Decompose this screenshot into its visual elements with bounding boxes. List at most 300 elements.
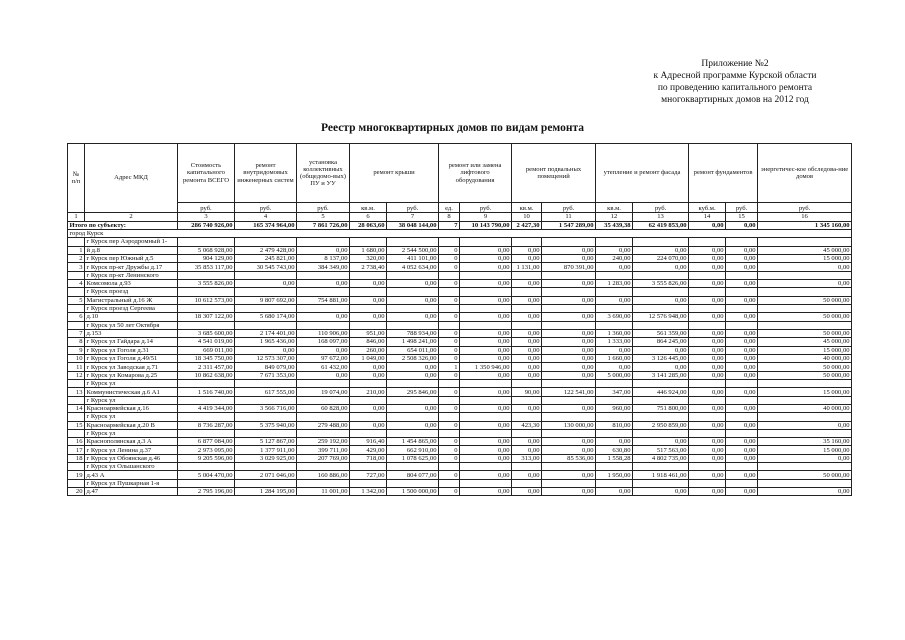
value-cell: 0,00: [387, 363, 439, 371]
total-cell: 165 374 964,00: [235, 222, 297, 230]
value-cell: [758, 288, 852, 296]
value-cell: [758, 238, 852, 246]
value-cell: 0,00: [542, 279, 596, 287]
value-cell: 0: [439, 279, 460, 287]
value-cell: 0: [439, 338, 460, 346]
row-number: 10: [68, 354, 85, 362]
value-cell: 0: [439, 296, 460, 304]
value-cell: 160 886,00: [297, 471, 350, 479]
value-cell: 864 245,00: [633, 338, 689, 346]
value-cell: [178, 271, 235, 279]
row-number: [68, 304, 85, 312]
value-cell: 10 612 573,00: [178, 296, 235, 304]
value-cell: 0: [439, 246, 460, 254]
value-cell: 0,00: [689, 263, 726, 271]
value-cell: 0,00: [542, 471, 596, 479]
value-cell: 1 283,00: [596, 279, 633, 287]
value-cell: [689, 413, 726, 421]
value-cell: 0,00: [542, 488, 596, 496]
value-cell: 1 350 946,00: [460, 363, 512, 371]
value-cell: [460, 479, 512, 487]
address-cell: Красноармейская д.20 В: [85, 421, 178, 429]
value-cell: 727,00: [350, 471, 387, 479]
value-cell: 0,00: [633, 363, 689, 371]
value-cell: [235, 413, 297, 421]
value-cell: 0: [439, 454, 460, 462]
value-cell: 0,00: [689, 338, 726, 346]
value-cell: 18 345 750,00: [178, 354, 235, 362]
value-cell: 399 711,00: [297, 446, 350, 454]
value-cell: 0,00: [350, 363, 387, 371]
value-cell: 1 500 000,00: [387, 488, 439, 496]
value-cell: [350, 304, 387, 312]
value-cell: 50 000,00: [758, 471, 852, 479]
table-row: [68, 313, 852, 321]
value-cell: [689, 271, 726, 279]
value-cell: [387, 479, 439, 487]
value-cell: 654 011,00: [387, 346, 439, 354]
value-cell: [178, 429, 235, 437]
unit: руб.: [460, 203, 512, 213]
value-cell: [350, 238, 387, 246]
value-cell: 2 950 859,00: [633, 421, 689, 429]
value-cell: [512, 288, 542, 296]
value-cell: [512, 238, 542, 246]
value-cell: 0: [439, 313, 460, 321]
value-cell: [439, 238, 460, 246]
table-row: [68, 479, 852, 487]
row-number: 2: [68, 255, 85, 263]
value-cell: 810,00: [596, 421, 633, 429]
value-cell: 0,00: [460, 454, 512, 462]
value-cell: 0,00: [542, 296, 596, 304]
value-cell: 347,00: [596, 388, 633, 396]
value-cell: 1 680,00: [350, 246, 387, 254]
total-cell: 7 861 726,00: [297, 222, 350, 230]
value-cell: 0,00: [460, 346, 512, 354]
value-cell: [726, 396, 758, 404]
table-row: [68, 271, 852, 279]
value-cell: 0,00: [512, 488, 542, 496]
header-row: [68, 144, 852, 203]
address-cell: г Курск ул Гайдара д.14: [85, 338, 178, 346]
value-cell: 0,00: [350, 404, 387, 412]
col-header-engineering: ремонт внутридомовых инженерных систем: [235, 144, 297, 203]
value-cell: 313,00: [512, 454, 542, 462]
value-cell: 50 000,00: [758, 296, 852, 304]
value-cell: [596, 479, 633, 487]
value-cell: [596, 321, 633, 329]
appendix-header: [600, 58, 870, 106]
value-cell: [726, 321, 758, 329]
value-cell: 0,00: [726, 338, 758, 346]
total-cell: 1 345 160,00: [758, 222, 852, 230]
table-row: [68, 338, 852, 346]
value-cell: 1 660,00: [596, 354, 633, 362]
value-cell: [542, 238, 596, 246]
table-row: [68, 371, 852, 379]
value-cell: [297, 304, 350, 312]
value-cell: 0,00: [387, 371, 439, 379]
address-cell: г Курск пер Южный д.5: [85, 255, 178, 263]
value-cell: [460, 429, 512, 437]
value-cell: 1 950,00: [596, 471, 633, 479]
value-cell: 951,00: [350, 329, 387, 337]
value-cell: [178, 304, 235, 312]
address-cell: г Курск ул Гоголя д.49/51: [85, 354, 178, 362]
value-cell: 0,00: [512, 296, 542, 304]
value-cell: [689, 321, 726, 329]
value-cell: [460, 380, 512, 388]
value-cell: 0,00: [387, 404, 439, 412]
col-number: 1: [68, 213, 85, 222]
value-cell: 0,00: [689, 363, 726, 371]
value-cell: 3 126 445,00: [633, 354, 689, 362]
value-cell: [633, 321, 689, 329]
table-row: [68, 421, 852, 429]
value-cell: 0,00: [758, 488, 852, 496]
row-number: 1: [68, 246, 85, 254]
value-cell: [235, 321, 297, 329]
value-cell: [633, 304, 689, 312]
value-cell: 3 555 826,00: [178, 279, 235, 287]
value-cell: 1 342,00: [350, 488, 387, 496]
value-cell: [758, 396, 852, 404]
value-cell: [726, 271, 758, 279]
value-cell: 429,00: [350, 446, 387, 454]
value-cell: 0,00: [726, 255, 758, 263]
value-cell: 0,00: [387, 279, 439, 287]
value-cell: [512, 321, 542, 329]
col-header-meters: установка коллективных (общедомо-вых) ПУ и УУ: [297, 144, 350, 203]
value-cell: 446 924,00: [633, 388, 689, 396]
value-cell: 0,00: [633, 246, 689, 254]
value-cell: [512, 413, 542, 421]
value-cell: 788 934,00: [387, 329, 439, 337]
value-cell: 0,00: [350, 279, 387, 287]
unit: ед.: [439, 203, 460, 213]
row-number: 17: [68, 446, 85, 454]
value-cell: 0,00: [387, 296, 439, 304]
value-cell: 12 573 307,00: [235, 354, 297, 362]
value-cell: [633, 271, 689, 279]
value-cell: 0,00: [512, 446, 542, 454]
unit: кв.м.: [512, 203, 542, 213]
value-cell: [542, 380, 596, 388]
value-cell: [689, 429, 726, 437]
value-cell: [297, 271, 350, 279]
value-cell: 870 391,00: [542, 263, 596, 271]
value-cell: 0,00: [596, 363, 633, 371]
table-row: [68, 354, 852, 362]
value-cell: 3 141 285,00: [633, 371, 689, 379]
value-cell: [596, 271, 633, 279]
value-cell: [387, 238, 439, 246]
value-cell: 0,00: [689, 471, 726, 479]
row-number: [68, 271, 85, 279]
value-cell: 0,00: [235, 279, 297, 287]
value-cell: 0,00: [689, 404, 726, 412]
value-cell: 1 049,00: [350, 354, 387, 362]
value-cell: [387, 271, 439, 279]
value-cell: 0: [439, 371, 460, 379]
value-cell: [297, 413, 350, 421]
col-header-num: № п/п: [68, 144, 85, 213]
value-cell: 0: [439, 488, 460, 496]
table-row: [68, 279, 852, 287]
value-cell: 4 419 344,00: [178, 404, 235, 412]
row-number: [68, 396, 85, 404]
unit: руб.: [726, 203, 758, 213]
col-header-basement: ремонт подвальных помещений: [512, 144, 596, 203]
value-cell: 849 079,00: [235, 363, 297, 371]
address-cell: Коммунистическая д.6 А1: [85, 388, 178, 396]
value-cell: [542, 271, 596, 279]
value-cell: [350, 429, 387, 437]
value-cell: 0,00: [689, 388, 726, 396]
value-cell: [460, 463, 512, 471]
col-number: 5: [297, 213, 350, 222]
value-cell: 5 375 940,00: [235, 421, 297, 429]
col-number: 9: [460, 213, 512, 222]
value-cell: 0,00: [726, 388, 758, 396]
value-cell: [387, 463, 439, 471]
value-cell: 0,00: [726, 363, 758, 371]
value-cell: 0,00: [297, 279, 350, 287]
value-cell: [633, 396, 689, 404]
row-number: 18: [68, 454, 85, 462]
value-cell: [387, 304, 439, 312]
value-cell: 0,00: [542, 313, 596, 321]
address-cell: й д.8: [85, 246, 178, 254]
address-cell: г Курск ул: [85, 380, 178, 388]
col-number: 3: [178, 213, 235, 222]
value-cell: 50 000,00: [758, 371, 852, 379]
value-cell: 423,30: [512, 421, 542, 429]
value-cell: 0,00: [726, 329, 758, 337]
value-cell: 754 881,00: [297, 296, 350, 304]
value-cell: 0,00: [460, 313, 512, 321]
value-cell: 9 205 596,00: [178, 454, 235, 462]
value-cell: 662 910,00: [387, 446, 439, 454]
value-cell: 0,00: [460, 488, 512, 496]
value-cell: 0,00: [460, 338, 512, 346]
header-line: к Адресной программе Курской области: [653, 71, 817, 81]
value-cell: [178, 380, 235, 388]
value-cell: [758, 271, 852, 279]
value-cell: [297, 479, 350, 487]
value-cell: [726, 238, 758, 246]
value-cell: 0,00: [512, 404, 542, 412]
address-cell: г Курск ул Заводская д.71: [85, 363, 178, 371]
value-cell: 1 498 241,00: [387, 338, 439, 346]
value-cell: 1 965 436,00: [235, 338, 297, 346]
row-number: 3: [68, 263, 85, 271]
row-number: [68, 238, 85, 246]
value-cell: 90,00: [512, 388, 542, 396]
value-cell: 0,00: [512, 329, 542, 337]
value-cell: [178, 288, 235, 296]
value-cell: [439, 429, 460, 437]
value-cell: 0,00: [512, 346, 542, 354]
value-cell: [235, 304, 297, 312]
address-cell: г Курск пер Аэродромный 1-: [85, 238, 178, 246]
value-cell: [689, 304, 726, 312]
value-cell: [439, 413, 460, 421]
value-cell: 0,00: [726, 438, 758, 446]
value-cell: 0,00: [689, 255, 726, 263]
total-cell: 38 048 144,00: [387, 222, 439, 230]
value-cell: [350, 380, 387, 388]
value-cell: [596, 396, 633, 404]
value-cell: 1 360,00: [596, 329, 633, 337]
value-cell: [726, 479, 758, 487]
row-number: [68, 479, 85, 487]
value-cell: 0,00: [387, 421, 439, 429]
value-cell: [512, 479, 542, 487]
value-cell: [596, 463, 633, 471]
value-cell: 12 576 948,00: [633, 313, 689, 321]
value-cell: 0,00: [512, 255, 542, 263]
value-cell: [297, 321, 350, 329]
header-line: многоквартирных домов на 2012 год: [661, 95, 809, 105]
row-number: [68, 429, 85, 437]
col-header-foundation: ремонт фундаментов: [689, 144, 758, 203]
value-cell: 0,00: [460, 388, 512, 396]
value-cell: 0,00: [596, 296, 633, 304]
value-cell: [512, 463, 542, 471]
row-number: [68, 413, 85, 421]
address-cell: Краснополянская д.3 А: [85, 438, 178, 446]
value-cell: 1 078 625,00: [387, 454, 439, 462]
value-cell: 0,00: [460, 438, 512, 446]
value-cell: 0,00: [460, 246, 512, 254]
value-cell: [178, 396, 235, 404]
value-cell: 0,00: [350, 296, 387, 304]
value-cell: [235, 271, 297, 279]
value-cell: [460, 396, 512, 404]
value-cell: [542, 479, 596, 487]
total-cell: 2 427,30: [512, 222, 542, 230]
value-cell: 1 333,00: [596, 338, 633, 346]
row-number: 16: [68, 438, 85, 446]
value-cell: [596, 238, 633, 246]
col-number: 12: [596, 213, 633, 222]
registry-table: [67, 143, 852, 496]
value-cell: [758, 380, 852, 388]
value-cell: 279 488,00: [297, 421, 350, 429]
value-cell: 0,00: [758, 263, 852, 271]
value-cell: [633, 288, 689, 296]
value-cell: 0,00: [350, 313, 387, 321]
value-cell: 2 174 401,00: [235, 329, 297, 337]
value-cell: 45 000,00: [758, 246, 852, 254]
address-cell: г Курск ул: [85, 413, 178, 421]
value-cell: [178, 321, 235, 329]
value-cell: 110 906,00: [297, 329, 350, 337]
value-cell: [350, 479, 387, 487]
value-cell: 0,00: [633, 488, 689, 496]
value-cell: 0,00: [542, 246, 596, 254]
value-cell: [235, 238, 297, 246]
row-number: [68, 380, 85, 388]
value-cell: 0,00: [512, 471, 542, 479]
address-cell: д.10: [85, 313, 178, 321]
total-label: Итого по субъекту:: [68, 222, 178, 230]
table-row: [68, 463, 852, 471]
value-cell: 0,00: [726, 488, 758, 496]
value-cell: 0: [439, 388, 460, 396]
value-cell: [542, 429, 596, 437]
value-cell: 3 685 600,00: [178, 329, 235, 337]
value-cell: [439, 288, 460, 296]
address-cell: г Курск пр-кт Ленинского: [85, 271, 178, 279]
col-number: 7: [387, 213, 439, 222]
value-cell: 0: [439, 446, 460, 454]
value-cell: [633, 479, 689, 487]
value-cell: [297, 238, 350, 246]
value-cell: 207 769,00: [297, 454, 350, 462]
address-cell: г Курск проезд: [85, 288, 178, 296]
value-cell: 0,00: [460, 371, 512, 379]
city-row: [68, 230, 852, 238]
col-header-address: Адрес МКД: [85, 144, 178, 213]
total-cell: 286 740 926,00: [178, 222, 235, 230]
total-cell: 28 063,60: [350, 222, 387, 230]
col-number: 6: [350, 213, 387, 222]
col-header-energy: энергетичес-кое обследова-ние домов: [758, 144, 852, 203]
value-cell: 0: [439, 438, 460, 446]
value-cell: 0,00: [460, 471, 512, 479]
value-cell: [758, 429, 852, 437]
value-cell: 7 671 353,00: [235, 371, 297, 379]
value-cell: 0: [439, 404, 460, 412]
value-cell: 0,00: [297, 246, 350, 254]
value-cell: 0,00: [633, 263, 689, 271]
col-header-roof: ремонт крыши: [350, 144, 439, 203]
value-cell: 0,00: [689, 246, 726, 254]
address-cell: г Курск ул Ольшанского: [85, 463, 178, 471]
value-cell: 18 307 122,00: [178, 313, 235, 321]
value-cell: 0,00: [512, 354, 542, 362]
value-cell: 224 070,00: [633, 255, 689, 263]
value-cell: [689, 396, 726, 404]
value-cell: 9 807 692,00: [235, 296, 297, 304]
value-cell: 168 097,00: [297, 338, 350, 346]
value-cell: [439, 380, 460, 388]
value-cell: 0,00: [726, 296, 758, 304]
value-cell: 0,00: [596, 438, 633, 446]
value-cell: 411 101,00: [387, 255, 439, 263]
total-cell: 10 143 790,00: [460, 222, 512, 230]
value-cell: [542, 396, 596, 404]
value-cell: 2 795 196,00: [178, 488, 235, 496]
value-cell: 10 862 638,00: [178, 371, 235, 379]
value-cell: [758, 321, 852, 329]
value-cell: [726, 288, 758, 296]
value-cell: [512, 396, 542, 404]
value-cell: [297, 396, 350, 404]
value-cell: 0,00: [689, 279, 726, 287]
value-cell: [512, 271, 542, 279]
value-cell: 0,00: [542, 446, 596, 454]
value-cell: 0,00: [297, 313, 350, 321]
value-cell: 30 545 743,00: [235, 263, 297, 271]
value-cell: 0,00: [596, 346, 633, 354]
value-cell: 0,00: [350, 371, 387, 379]
value-cell: [235, 429, 297, 437]
value-cell: 5 068 928,00: [178, 246, 235, 254]
